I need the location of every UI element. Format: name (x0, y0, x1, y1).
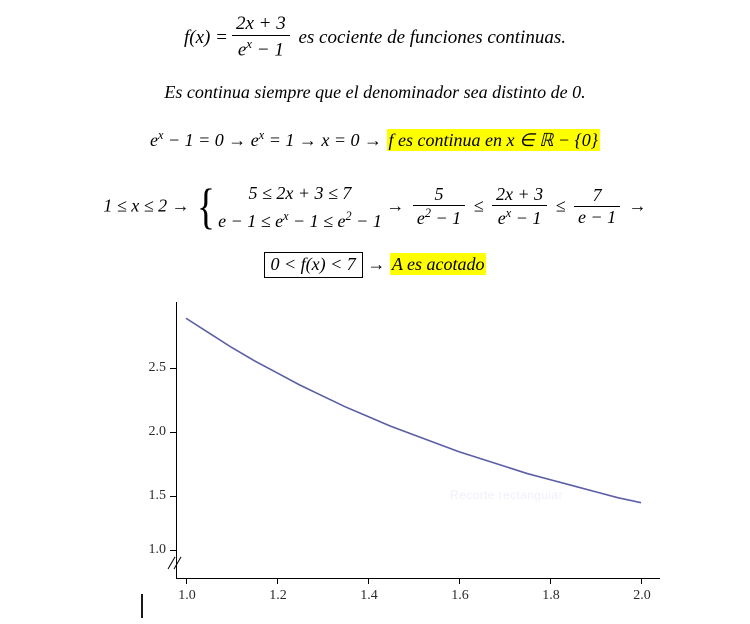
watermark-text: Recorte rectangular (450, 488, 563, 502)
system-row-2-exp-1: x (283, 209, 289, 223)
text-cursor (141, 594, 143, 618)
frac1-numerator: 5 (434, 183, 444, 204)
denominator-base: e (237, 39, 247, 61)
line4-premise: 1 ≤ x ≤ 2 → (103, 195, 190, 216)
line5-arrow: → (367, 254, 386, 274)
fraction-fx (232, 13, 290, 62)
system-row-2 (218, 207, 382, 235)
line3-equation-c: = 1 → x = 0 → (268, 130, 382, 150)
x-tick-label-2-0: 2.0 (633, 588, 651, 603)
x-tick-label-1-0: 1.0 (178, 588, 196, 603)
system-row-2-b: − 1 ≤ e (293, 211, 346, 231)
system-brace-group (194, 177, 382, 235)
line4-arrow-1: → (386, 195, 405, 216)
system-rows (218, 180, 382, 235)
denominator-rest: − 1 (256, 39, 284, 61)
boxed-inequality: 0 < f(x) < 7 (264, 252, 363, 278)
line3-exponent-1: x (158, 128, 164, 142)
function-plot (120, 300, 660, 620)
frac2-den-exp: x (505, 205, 512, 220)
line4-relation-1: ≤ (473, 195, 484, 216)
line4-relation-2: ≤ (555, 195, 566, 216)
system-row-2-a: e − 1 ≤ e (218, 211, 284, 231)
function-label: f(x) = (184, 26, 228, 48)
math-line-3 (0, 128, 750, 151)
line3-equation-b: − 1 = 0 → e (167, 130, 259, 150)
function-curve (120, 300, 660, 620)
frac1-den-rest: − 1 (435, 207, 462, 228)
y-tick-label-2-0: 2.0 (148, 424, 166, 439)
y-tick-label-2-5: 2.5 (148, 360, 166, 375)
frac2-numerator: 2x + 3 (496, 183, 544, 204)
left-brace: { (197, 177, 216, 234)
line3-exponent-2: x (258, 128, 265, 142)
fraction-middle (492, 184, 547, 229)
line1-text: es cociente de funciones continuas. (298, 26, 566, 48)
math-line-4 (0, 177, 750, 235)
x-tick-label-1-8: 1.8 (542, 588, 560, 603)
frac1-den-exp: 2 (424, 205, 431, 220)
frac2-den-base: e (497, 207, 506, 228)
fraction-numerator: 2x + 3 (235, 13, 286, 34)
denominator-exponent: x (246, 35, 252, 51)
frac1-den-base: e (416, 207, 425, 228)
system-row-1: 5 ≤ 2x + 3 ≤ 7 (248, 183, 352, 203)
fraction-lower-bound (413, 184, 465, 229)
line2-text: Es continua siempre que el denominador sea distinto de 0. (164, 82, 586, 102)
fraction-upper-bound (574, 185, 620, 228)
system-row-2-exp-2: 2 (345, 209, 352, 223)
math-line-5 (0, 252, 750, 278)
math-line-1 (0, 14, 750, 63)
system-row-2-c: − 1 (356, 211, 382, 231)
highlight-continuity: f es continua en x ∈ ℝ − {0} (388, 130, 598, 150)
frac3-denominator: e − 1 (574, 206, 620, 229)
x-tick-label-1-6: 1.6 (451, 588, 469, 603)
frac2-den-rest: − 1 (515, 207, 542, 228)
fraction-denominator (232, 35, 290, 62)
y-tick-label-1-0: 1.0 (148, 542, 166, 557)
y-tick-label-1-5: 1.5 (148, 488, 166, 503)
line4-arrow-2: → (628, 195, 647, 216)
x-tick-label-1-4: 1.4 (360, 588, 378, 603)
line3-equation-a: e (150, 130, 159, 150)
frac3-numerator: 7 (592, 184, 602, 205)
frac1-denominator (413, 205, 465, 230)
math-line-2 (0, 82, 750, 103)
highlight-bounded: A es acotado (391, 254, 485, 274)
frac2-denominator (492, 205, 547, 230)
x-tick-label-1-2: 1.2 (269, 588, 287, 603)
